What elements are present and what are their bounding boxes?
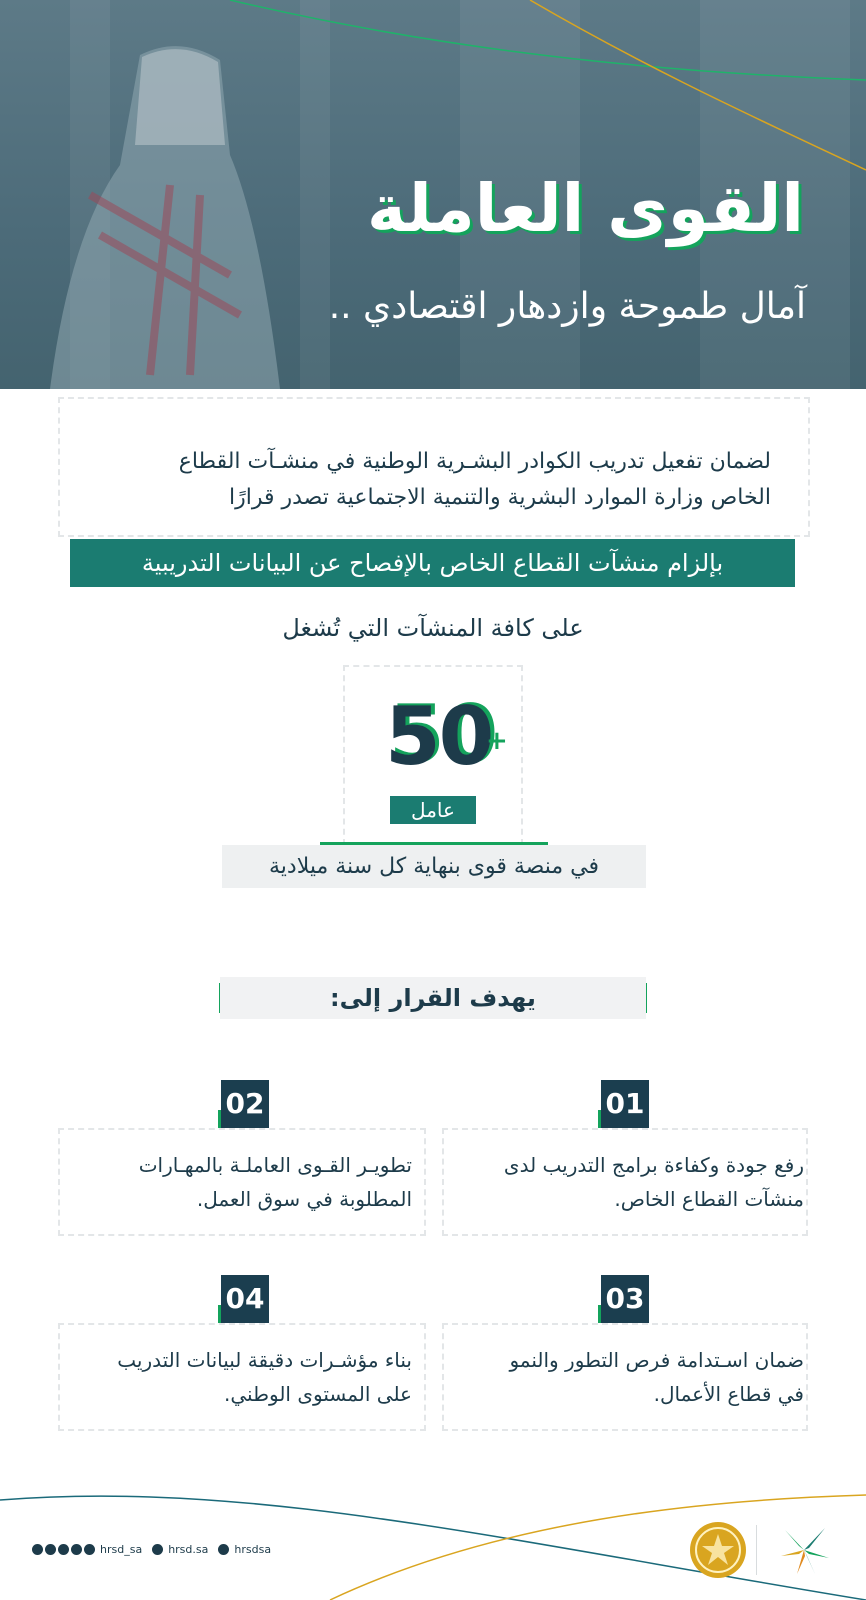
intro-line: لضمان تفعيل تدريب الكوادر البشـرية الوطنية في منشـآت القطاع [178,449,771,474]
facebook-icon[interactable] [71,1544,82,1555]
goal-text [459,1148,804,1216]
intro-line: الخاص وزارة الموارد البشرية والتنمية الاجتماعية تصدر قرارًا [229,485,771,510]
person-illustration [30,35,310,389]
plus-sign: + [486,726,508,756]
goal-text [67,1148,412,1216]
goal-line: بناء مؤشـرات دقيقة لبيانات التدريب [117,1348,412,1372]
scope-text: على كافة المنشآت التي تُشغل [282,614,584,642]
ministry-seal-icon [688,1520,748,1580]
hero-banner [0,0,866,389]
social-links [32,1543,281,1556]
hero-title: القوى العاملة [366,170,804,247]
goal-line: في قطاع الأعمال. [653,1382,804,1406]
goal-text [459,1343,804,1411]
aims-title: يهدف القرار إلى: [220,977,646,1019]
goal-line: منشآت القطاع الخاص. [614,1187,804,1211]
badge-accent [598,1305,601,1323]
worker-count: 50 [385,690,493,783]
social-handle[interactable]: hrsd.sa [168,1543,209,1556]
goal-number-badge: 01 [601,1080,649,1128]
platform-note: في منصة قوى بنهاية كل سنة ميلادية [222,845,646,888]
instagram-icon[interactable] [84,1544,95,1555]
goal-number-badge: 03 [601,1275,649,1323]
badge-accent [218,1305,221,1323]
goal-line: تطويـر القـوى العاملـة بالمهـارات [138,1153,412,1177]
social-handle[interactable]: hrsdsa [234,1543,272,1556]
goal-number-badge: 04 [221,1275,269,1323]
badge-accent [598,1110,601,1128]
intro-text [51,444,771,516]
goal-number-badge: 02 [221,1080,269,1128]
tiktok-icon[interactable] [152,1544,163,1555]
footer-divider [756,1525,757,1575]
goal-line: رفع جودة وكفاءة برامج التدريب لدى [503,1153,804,1177]
worker-label: عامل [390,796,476,824]
goal-line: على المستوى الوطني. [224,1382,412,1406]
hrsd-logo-icon [775,1522,833,1578]
mandate-band: بإلزام منشآت القطاع الخاص بالإفصاح عن البيانات التدريبية [70,539,795,587]
goal-line: المطلوبة في سوق العمل. [196,1187,412,1211]
badge-accent [218,1110,221,1128]
x-icon[interactable] [32,1544,43,1555]
hero-subtitle: آمال طموحة وازدهار اقتصادي .. [328,286,806,327]
goal-text [67,1343,412,1411]
linkedin-icon[interactable] [218,1544,229,1555]
snapchat-icon[interactable] [45,1544,56,1555]
social-handle[interactable]: hrsd_sa [100,1543,143,1556]
goal-line: ضمان اسـتدامة فرص التطور والنمو [509,1348,804,1372]
youtube-icon[interactable] [58,1544,69,1555]
